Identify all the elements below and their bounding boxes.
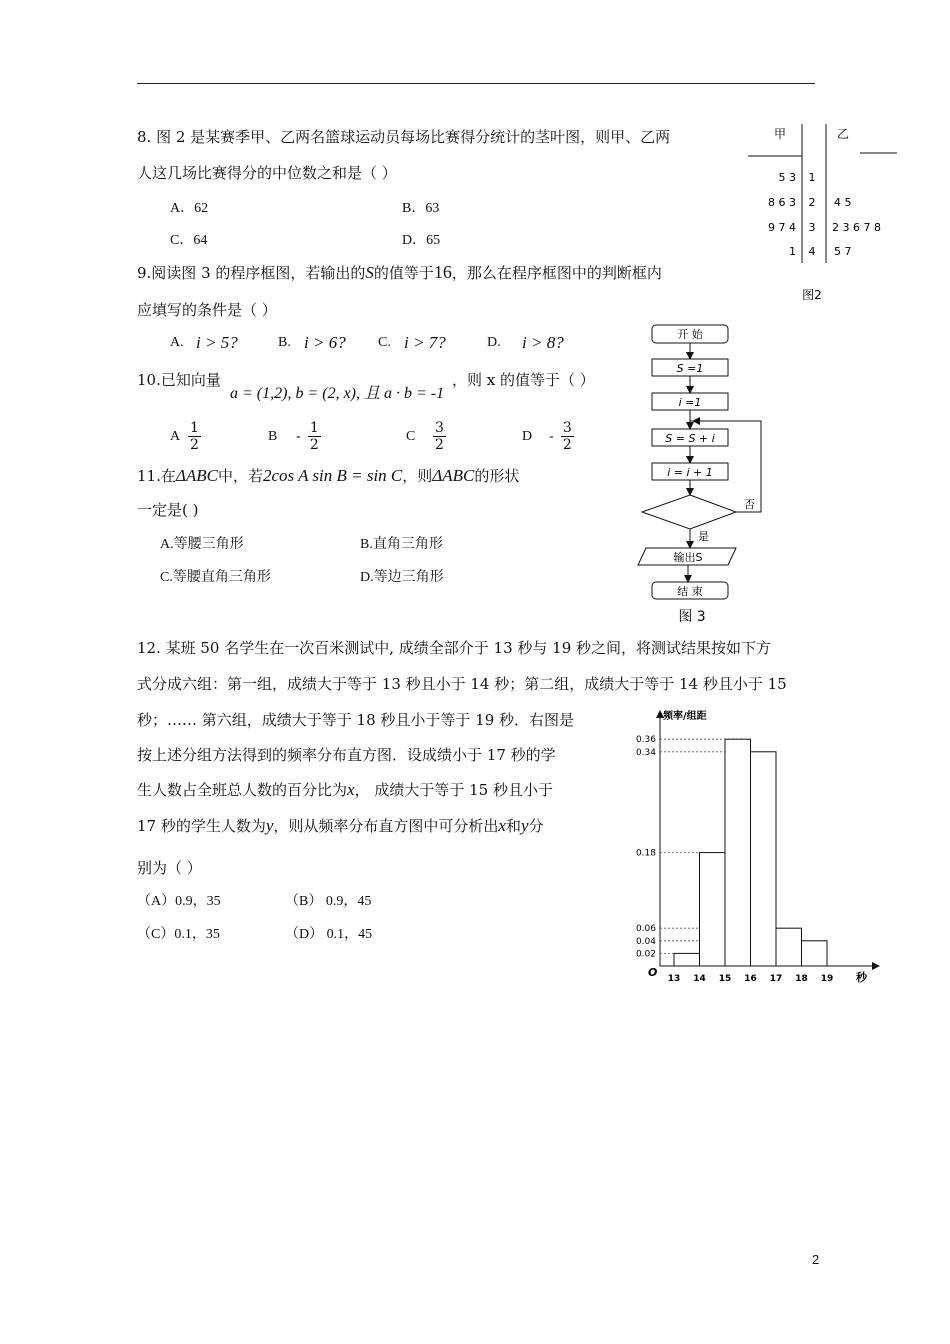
q12-var-y-2: y xyxy=(520,816,529,835)
q9-option-c-label: C. xyxy=(378,335,391,350)
q9-line1 xyxy=(137,262,662,283)
stem-leaf-header-left: 甲 xyxy=(773,127,787,141)
q10-option-b-label: B xyxy=(268,429,278,444)
q11-line2: 一定是( ) xyxy=(137,501,199,519)
q11-option-b: B.直角三角形 xyxy=(360,537,443,552)
stem-leaf-row4-left: 1 xyxy=(789,245,796,258)
stem-leaf-row3-left: 9 7 4 xyxy=(768,221,796,234)
q12-line2: 式分成六组：第一组，成绩大于等于 13 秒且小于 14 秒；第二组，成绩大于等于 14 秒且小于 15 xyxy=(137,675,787,693)
q10-expr: a = (1,2), b = (2, x), 且 a · b = -1 xyxy=(230,385,445,402)
q10-option-d-label: D xyxy=(522,429,533,444)
q12-line3: 秒；…… 第六组，成绩大于等于 18 秒且小于等于 19 秒．右图是 xyxy=(137,711,575,729)
histogram-y-tick-label: 0.06 xyxy=(635,924,656,935)
stem-leaf-header-right: 乙 xyxy=(836,127,850,141)
flowchart xyxy=(632,318,782,628)
q9-var-s: S xyxy=(365,263,374,282)
q9-line1-post: ，那么在程序框图中的判断框内 xyxy=(451,264,662,282)
histogram-y-tick-label: 0.02 xyxy=(635,949,656,960)
q10-option-a-label: A xyxy=(170,429,181,444)
histogram-x-tick-label: 16 xyxy=(744,974,757,984)
stem-leaf-row2-left: 8 6 3 xyxy=(768,196,796,209)
page-number: 2 xyxy=(812,1252,820,1267)
flow-output-label: 输出S xyxy=(673,551,703,564)
histogram-x-tick-label: 15 xyxy=(718,974,732,984)
q9-line1-pre: 9.阅读图 3 的程序框图，若输出的 xyxy=(137,264,366,282)
q8-option-c: C．64 xyxy=(170,233,208,248)
q10-post: ，则 x 的值等于（ ） xyxy=(452,371,595,389)
q10-option-b: - $\frac{1}{2}$ xyxy=(296,420,319,453)
q12-option-c: （C）0.1，35 xyxy=(137,927,220,942)
histogram-bar-14-15 xyxy=(700,853,726,966)
q12-var-x-2: x xyxy=(498,816,506,835)
q10-option-c xyxy=(431,420,448,453)
q9-option-a: i > 5? xyxy=(196,333,238,352)
q10-option-a xyxy=(186,420,203,453)
flow-yes-label: 是 xyxy=(698,530,709,543)
q12-line7: 别为（ ） xyxy=(137,859,202,877)
q9-option-d: i > 8? xyxy=(522,333,564,352)
q10-option-c-label: C xyxy=(406,429,416,444)
stem-leaf-row2-stem: 2 xyxy=(808,196,816,209)
flow-i-init-label: i =1 xyxy=(678,396,702,409)
histogram-x-label: 秒 xyxy=(856,971,867,984)
q12-option-d: （D） 0.1，45 xyxy=(285,927,373,942)
flow-no-label: 否 xyxy=(744,498,755,511)
q9-option-a-label: A. xyxy=(170,335,184,350)
q10-option-d-fraction: $\frac{3}{2}$ xyxy=(562,420,572,453)
q9-line1-mid: 的值等于 xyxy=(373,264,434,282)
q9-option-c: i > 7? xyxy=(404,333,446,352)
stem-leaf-caption: 图2 xyxy=(802,288,822,302)
q8-line2: 人这几场比赛得分的中位数之和是（ ） xyxy=(137,164,397,182)
flow-i-update-label: i = i + 1 xyxy=(667,466,713,479)
histogram-y-tick-label: 0.36 xyxy=(635,735,656,746)
flow-s-init-label: S =1 xyxy=(676,362,704,375)
flow-caption: 图 3 xyxy=(678,609,706,625)
histogram-origin: O xyxy=(648,966,658,979)
q12-var-y: y xyxy=(265,816,274,835)
q9-num: 16 xyxy=(433,262,452,282)
q11-option-d: D.等边三角形 xyxy=(360,570,444,585)
histogram-bar-17-18 xyxy=(776,928,802,966)
q11-line1: 11.在ΔABC中，若2cos A sin B = sin C，则ΔABC的形状 xyxy=(137,466,520,485)
header-rule xyxy=(137,83,815,84)
q12-line4: 按上述分组方法得到的频率分布直方图．设成绩小于 17 秒的学 xyxy=(137,746,556,764)
histogram-y-label: 频率/组距 xyxy=(663,711,707,722)
q9-option-b: i > 6? xyxy=(304,333,346,352)
histogram-x-tick-label: 17 xyxy=(769,974,783,984)
stem-leaf-row4-right: 5 7 xyxy=(834,245,852,258)
stem-leaf-row1-left: 5 3 xyxy=(778,171,796,184)
stem-leaf-row3-right: 2 3 6 7 8 xyxy=(832,221,881,234)
q9-option-d-label: D. xyxy=(487,335,501,350)
stem-leaf-row3-stem: 3 xyxy=(808,221,816,234)
q9-option-b-label: B. xyxy=(278,335,291,350)
histogram-bar-13-14 xyxy=(674,953,700,966)
histogram-bar-18-19 xyxy=(802,941,828,966)
q8-line1: 8. 图 2 是某赛季甲、乙两名篮球运动员每场比赛得分统计的茎叶图，则甲、乙两 xyxy=(137,128,671,146)
q10-option-a-fraction: $\frac{1}{2}$ xyxy=(190,420,199,453)
q11-option-a: A.等腰三角形 xyxy=(160,537,244,552)
q8-option-a: A．62 xyxy=(170,201,209,216)
flow-s-update-label: S = S + i xyxy=(665,432,715,445)
q11-triangle-2: ΔABC xyxy=(432,466,475,485)
q11-expr: 2cos A sin B = sin C xyxy=(262,466,403,485)
histogram-bar-16-17 xyxy=(751,752,777,966)
flow-decision xyxy=(642,495,736,529)
q12-option-a: （A）0.9，35 xyxy=(137,894,221,909)
histogram-y-tick-label: 0.04 xyxy=(635,936,656,947)
histogram-x-tick-label: 14 xyxy=(693,974,706,984)
histogram-x-tick-label: 19 xyxy=(820,974,834,984)
q8-option-d: D．65 xyxy=(402,233,441,248)
q12-line5: 生人数占全班总人数的百分比为x， 成绩大于等于 15 秒且小于 xyxy=(137,780,553,799)
q12-var-x: x xyxy=(347,780,355,799)
flow-start-label: 开 始 xyxy=(677,328,703,341)
q12-option-b: （B） 0.9，45 xyxy=(285,894,372,909)
stem-leaf-row1-stem: 1 xyxy=(808,171,816,184)
stem-leaf-row2-right: 4 5 xyxy=(834,196,852,209)
q11-triangle-1: ΔABC xyxy=(175,466,218,485)
flow-end-label: 结 束 xyxy=(677,585,703,598)
histogram-y-tick-label: 0.34 xyxy=(635,747,656,758)
histogram-bar-15-16 xyxy=(725,739,751,966)
q12-line6: 17 秒的学生人数为y，则从频率分布直方图中可分析出x和y分 xyxy=(137,816,544,835)
q10-pre: 10.已知向量 xyxy=(137,371,221,389)
frequency-histogram xyxy=(620,708,890,988)
stem-leaf-plot xyxy=(742,118,912,308)
histogram-x-tick-label: 13 xyxy=(667,974,681,984)
histogram-y-tick-label: 0.18 xyxy=(635,848,656,859)
q12-line1: 12. 某班 50 名学生在一次百米测试中, 成绩全部介于 13 秒与 19 秒之间，将测试结果按如下方 xyxy=(137,639,772,657)
q9-line2: 应填写的条件是（ ） xyxy=(137,301,277,319)
q8-option-b: B．63 xyxy=(402,201,440,216)
q10-option-c-fraction: $\frac{3}{2}$ xyxy=(435,420,444,453)
histogram-x-tick-label: 18 xyxy=(795,974,808,984)
stem-leaf-row4-stem: 4 xyxy=(808,245,816,258)
q11-option-c: C.等腰直角三角形 xyxy=(160,570,271,585)
q10-option-b-fraction: $\frac{1}{2}$ xyxy=(309,420,319,453)
q10-option-d: - $\frac{3}{2}$ xyxy=(549,420,572,453)
